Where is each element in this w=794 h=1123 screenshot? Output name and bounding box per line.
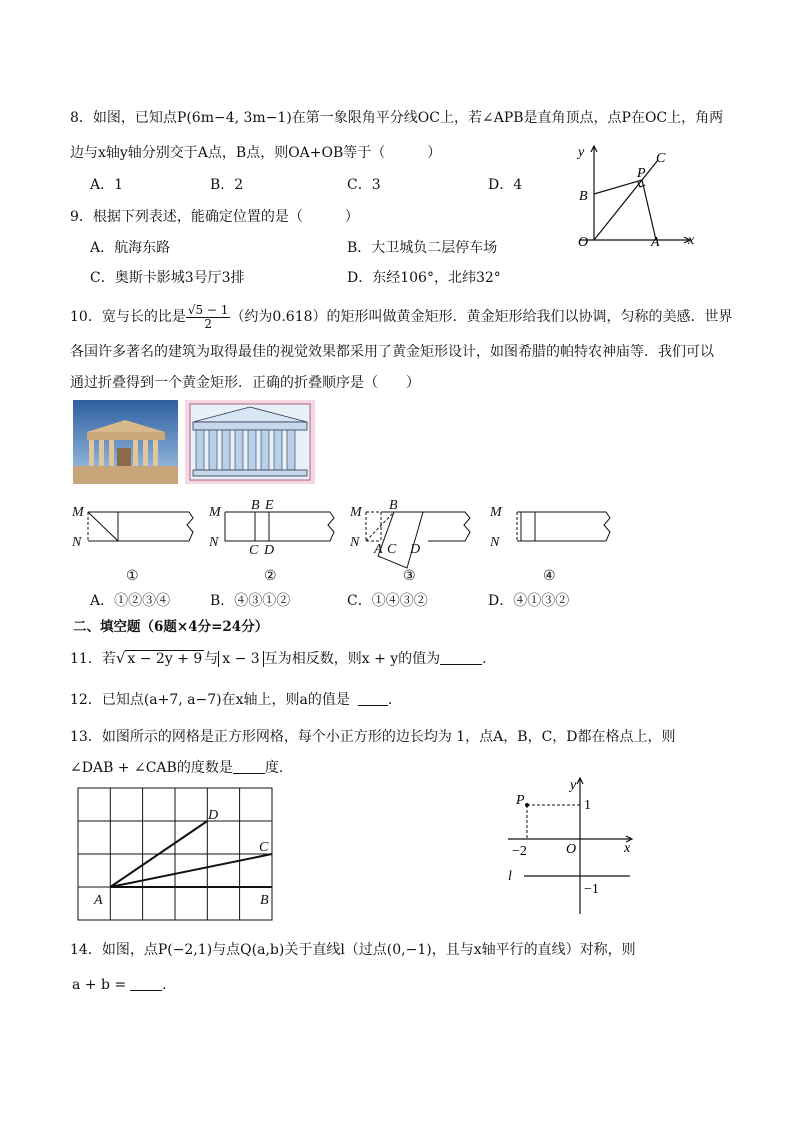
q14-line1: 14．如图，点P(−2,1)与点Q(a,b)关于直线l（过点(0,−1)，且与x轴平行的直线）对称，则	[70, 942, 636, 958]
q10-fraction	[186, 304, 231, 331]
q14-figure	[500, 772, 645, 920]
q14-line2	[72, 975, 167, 995]
fold3-a: A	[374, 542, 383, 557]
q10-frac-num: √5 − 1	[187, 302, 229, 317]
parthenon-drawing	[185, 400, 315, 484]
fold1-m: M	[72, 505, 84, 520]
q14-end: .	[162, 977, 167, 993]
q11-abs: x − 3	[218, 651, 263, 667]
q9-option-c: C．奥斯卡影城3号厅3排	[90, 270, 245, 286]
parthenon-photo	[73, 400, 178, 484]
q11-pre: 11．若	[70, 651, 116, 667]
q8-line1: 8．如图，已知点P(6m−4, 3m−1)在第一象限角平分线OC上，若∠APB是直角顶点，点P在OC上，角两	[70, 110, 724, 126]
q8-option-b: B．2	[210, 177, 244, 193]
q8-fig-y: y	[578, 145, 585, 160]
q14-fig-o: O	[566, 842, 577, 857]
q14-answer-blank[interactable]	[130, 976, 162, 991]
q10-pre: 10．宽与长的比是	[70, 309, 186, 325]
q10-line2: 各国许多著名的建筑为取得最佳的视觉效果都采用了黄金矩形设计，如图希腊的帕特农神庙等．我们可以	[70, 344, 714, 360]
sqrt-sign: √	[115, 649, 126, 667]
q8-figure	[560, 140, 705, 255]
q11-line	[70, 648, 487, 669]
q10-line3: 通过折叠得到一个黄金矩形．正确的折叠顺序是（ ）	[70, 375, 420, 391]
fold-num-4: ④	[543, 569, 556, 584]
fold1-n: N	[72, 535, 82, 550]
q10-option-d: D．④①③②	[488, 593, 570, 609]
q14-fig-neg1: −1	[584, 882, 599, 897]
section-fill-in-title: 二、填空题（6题×4分=24分）	[73, 619, 269, 635]
q8-fig-o: O	[578, 235, 589, 250]
q14-line2-text: a + b =	[72, 977, 127, 993]
q10-line1	[70, 302, 733, 332]
q10-option-c: C．①④③②	[347, 593, 428, 609]
q13-line2	[70, 758, 283, 778]
q13-grid-figure	[72, 784, 282, 926]
q10-frac-den: 2	[204, 316, 212, 331]
grid-label-b: B	[260, 893, 269, 908]
q11-post: 互为相反数，则x + y的值为	[263, 651, 441, 667]
q12-line	[70, 690, 392, 710]
fold-num-3: ③	[403, 569, 416, 584]
q13-answer-blank[interactable]	[233, 759, 265, 774]
q8-fig-x: x	[688, 233, 695, 248]
q10-post: （约为0.618）的矩形叫做黄金矩形．黄金矩形给我们以协调，匀称的美感．世界	[230, 309, 733, 325]
q8-option-d: D．4	[488, 177, 523, 193]
fold3-m: M	[350, 505, 362, 520]
fold4-m: M	[490, 505, 502, 520]
q12-text: 12．已知点(a+7, a−7)在x轴上，则a的值是	[70, 692, 350, 708]
q8-fig-c: C	[656, 151, 666, 166]
grid-label-d: D	[208, 808, 219, 823]
fold2-d: D	[264, 543, 275, 558]
q9-option-d: D．东经106°，北纬32°	[347, 270, 501, 286]
fold-num-1: ①	[126, 569, 139, 584]
q10-option-b: B．④③①②	[210, 593, 291, 609]
q13-line2b: 度.	[264, 760, 284, 776]
fold2-c: C	[249, 543, 259, 558]
fold2-b: B	[251, 498, 260, 513]
q14-fig-l: l	[508, 869, 512, 884]
q14-fig-p: P	[516, 793, 525, 808]
q11-end: .	[482, 651, 487, 667]
q8-option-a: A．1	[90, 177, 124, 193]
folding-diagrams	[68, 496, 628, 586]
grid-label-a: A	[94, 893, 103, 908]
fold2-e: E	[265, 498, 274, 513]
q8-fig-p: P	[637, 166, 646, 181]
q12-answer-blank[interactable]	[358, 691, 388, 706]
q8-option-c: C．3	[347, 177, 381, 193]
q8-fig-a: A	[651, 235, 660, 250]
q12-end: .	[387, 692, 393, 708]
q11-answer-blank[interactable]	[440, 650, 482, 665]
fold3-n: N	[350, 535, 360, 550]
fold3-c: C	[387, 542, 397, 557]
fold3-b: B	[389, 498, 398, 513]
fold3-d: D	[410, 542, 421, 557]
q14-fig-1: 1	[584, 798, 591, 813]
q14-fig-y: y	[570, 778, 577, 793]
q11-radicand: x − 2y + 9	[127, 651, 203, 667]
fold-num-2: ②	[264, 569, 277, 584]
q10-option-a: A．①②③④	[90, 593, 171, 609]
q13-line1: 13．如图所示的网格是正方形网格，每个小正方形的边长均为 1，点A，B，C，D都在格点上，则	[70, 729, 676, 745]
fold2-n: N	[209, 535, 219, 550]
grid-label-c: C	[259, 840, 269, 855]
q11-mid: 与	[204, 651, 219, 667]
q8-line2: 边与x轴y轴分别交于A点，B点，则OA+OB等于（ ）	[70, 145, 442, 161]
q9-option-b: B．大卫城负二层停车场	[347, 240, 498, 256]
q14-fig-neg2: −2	[512, 844, 527, 859]
q14-fig-x: x	[624, 841, 631, 856]
fold4-n: N	[490, 535, 500, 550]
q9-option-a: A．航海东路	[90, 240, 171, 256]
q9-stem: 9．根据下列表述，能确定位置的是（ ）	[70, 209, 359, 225]
q8-fig-b: B	[579, 189, 588, 204]
fold2-m: M	[209, 505, 221, 520]
q13-line2a: ∠DAB + ∠CAB的度数是	[70, 760, 233, 776]
